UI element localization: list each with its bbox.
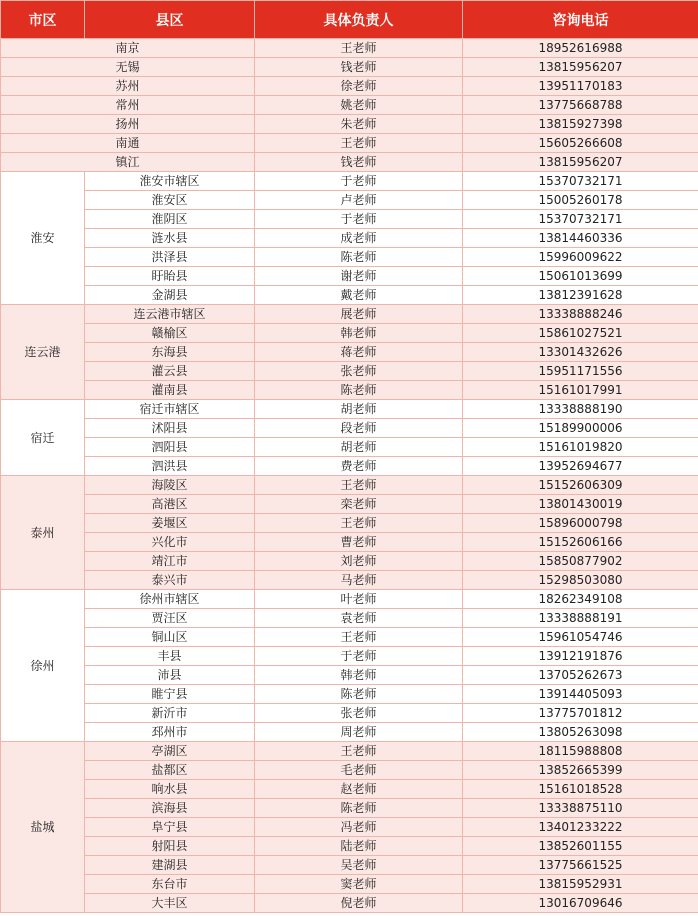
contact-cell: 王老师: [255, 39, 463, 58]
district-cell: 东台市: [85, 875, 255, 894]
contact-cell: 张老师: [255, 704, 463, 723]
contact-cell: 成老师: [255, 229, 463, 248]
contact-cell: 陈老师: [255, 685, 463, 704]
table-row: [1, 875, 698, 894]
phone-cell: 13805263098: [463, 723, 698, 742]
phone-cell: 13815956207: [463, 153, 698, 172]
contact-cell: 王老师: [255, 514, 463, 533]
phone-cell: 15896000798: [463, 514, 698, 533]
header-district: 县区: [85, 1, 255, 39]
city-cell: 宿迁: [1, 400, 85, 476]
header-phone: 咨询电话: [463, 1, 698, 39]
phone-cell: 13801430019: [463, 495, 698, 514]
phone-cell: 13815956207: [463, 58, 698, 77]
table-row: [1, 742, 698, 761]
phone-cell: 15961054746: [463, 628, 698, 647]
contact-cell: 蒋老师: [255, 343, 463, 362]
district-cell: 徐州市辖区: [85, 590, 255, 609]
phone-cell: 13914405093: [463, 685, 698, 704]
city-cell: 连云港: [1, 305, 85, 400]
district-cell: 新沂市: [85, 704, 255, 723]
phone-cell: 13338875110: [463, 799, 698, 818]
district-cell: 姜堰区: [85, 514, 255, 533]
contact-cell: 钱老师: [255, 58, 463, 77]
contact-cell: 胡老师: [255, 438, 463, 457]
table-row: [1, 381, 698, 400]
district-cell: 贾汪区: [85, 609, 255, 628]
contact-cell: 吴老师: [255, 856, 463, 875]
district-cell: 建湖县: [85, 856, 255, 875]
table-row: [1, 476, 698, 495]
district-cell: 滨海县: [85, 799, 255, 818]
city-cell: 盐城: [1, 742, 85, 913]
table-row: [1, 343, 698, 362]
contact-cell: 王老师: [255, 742, 463, 761]
table-row: [1, 58, 698, 77]
table-row: [1, 400, 698, 419]
district-cell: 射阳县: [85, 837, 255, 856]
header-city: 市区: [1, 1, 85, 39]
contact-cell: 叶老师: [255, 590, 463, 609]
phone-cell: 15861027521: [463, 324, 698, 343]
contact-cell: 陈老师: [255, 799, 463, 818]
district-cell: 响水县: [85, 780, 255, 799]
table-row: [1, 191, 698, 210]
table-row: [1, 799, 698, 818]
phone-cell: 15005260178: [463, 191, 698, 210]
table-row: [1, 362, 698, 381]
phone-cell: 15152606309: [463, 476, 698, 495]
phone-cell: 15996009622: [463, 248, 698, 267]
phone-cell: 13775701812: [463, 704, 698, 723]
contact-cell: 陈老师: [255, 381, 463, 400]
table-row: [1, 514, 698, 533]
contact-cell: 钱老师: [255, 153, 463, 172]
phone-cell: 15298503080: [463, 571, 698, 590]
phone-cell: 15951171556: [463, 362, 698, 381]
table-row: [1, 609, 698, 628]
district-cell: 丰县: [85, 647, 255, 666]
table-row: [1, 704, 698, 723]
district-cell: 亭湖区: [85, 742, 255, 761]
table-row: [1, 210, 698, 229]
table-row: [1, 457, 698, 476]
district-cell: 连云港市辖区: [85, 305, 255, 324]
phone-cell: 15161017991: [463, 381, 698, 400]
contact-cell: 曹老师: [255, 533, 463, 552]
table-header: [1, 1, 698, 39]
phone-cell: 13775661525: [463, 856, 698, 875]
contact-cell: 周老师: [255, 723, 463, 742]
contact-cell: 韩老师: [255, 324, 463, 343]
district-cell: 灌云县: [85, 362, 255, 381]
phone-cell: 13912191876: [463, 647, 698, 666]
table-row: [1, 856, 698, 875]
contact-cell: 马老师: [255, 571, 463, 590]
table-row: [1, 894, 698, 913]
contact-cell: 于老师: [255, 647, 463, 666]
phone-cell: 13705262673: [463, 666, 698, 685]
phone-cell: 13401233222: [463, 818, 698, 837]
district-cell: 赣榆区: [85, 324, 255, 343]
table-body: [1, 39, 698, 913]
table-row: [1, 761, 698, 780]
city-cell: 淮安: [1, 172, 85, 305]
phone-cell: 13815952931: [463, 875, 698, 894]
table-row: [1, 552, 698, 571]
region-cell: 南京: [1, 39, 255, 58]
table-row: [1, 647, 698, 666]
district-cell: 沛县: [85, 666, 255, 685]
contact-cell: 王老师: [255, 476, 463, 495]
phone-cell: 13814460336: [463, 229, 698, 248]
contact-cell: 韩老师: [255, 666, 463, 685]
district-cell: 兴化市: [85, 533, 255, 552]
contact-cell: 徐老师: [255, 77, 463, 96]
phone-cell: 15605266608: [463, 134, 698, 153]
contact-cell: 卢老师: [255, 191, 463, 210]
contact-cell: 倪老师: [255, 894, 463, 913]
contact-cell: 于老师: [255, 172, 463, 191]
phone-cell: 15161019820: [463, 438, 698, 457]
table-row: [1, 723, 698, 742]
district-cell: 灌南县: [85, 381, 255, 400]
district-cell: 沭阳县: [85, 419, 255, 438]
phone-cell: 13952694677: [463, 457, 698, 476]
contact-cell: 王老师: [255, 628, 463, 647]
region-cell: 无锡: [1, 58, 255, 77]
district-cell: 高港区: [85, 495, 255, 514]
contact-cell: 袁老师: [255, 609, 463, 628]
phone-cell: 15189900006: [463, 419, 698, 438]
city-cell: 徐州: [1, 590, 85, 742]
district-cell: 洪泽县: [85, 248, 255, 267]
district-cell: 盱眙县: [85, 267, 255, 286]
contact-cell: 刘老师: [255, 552, 463, 571]
table-row: [1, 780, 698, 799]
table-row: [1, 837, 698, 856]
table-row: [1, 590, 698, 609]
table-row: [1, 229, 698, 248]
table-row: [1, 571, 698, 590]
contact-cell: 陆老师: [255, 837, 463, 856]
district-cell: 涟水县: [85, 229, 255, 248]
district-cell: 宿迁市辖区: [85, 400, 255, 419]
table-row: [1, 818, 698, 837]
phone-cell: 15370732171: [463, 210, 698, 229]
contact-cell: 朱老师: [255, 115, 463, 134]
district-cell: 海陵区: [85, 476, 255, 495]
contact-cell: 赵老师: [255, 780, 463, 799]
phone-cell: 13852665399: [463, 761, 698, 780]
contact-cell: 于老师: [255, 210, 463, 229]
contact-cell: 栾老师: [255, 495, 463, 514]
region-cell: 常州: [1, 96, 255, 115]
phone-cell: 15161018528: [463, 780, 698, 799]
phone-cell: 13951170183: [463, 77, 698, 96]
phone-cell: 13775668788: [463, 96, 698, 115]
phone-cell: 15152606166: [463, 533, 698, 552]
district-cell: 铜山区: [85, 628, 255, 647]
table-row: [1, 419, 698, 438]
contact-cell: 毛老师: [255, 761, 463, 780]
phone-cell: 18952616988: [463, 39, 698, 58]
phone-cell: 13301432626: [463, 343, 698, 362]
phone-cell: 13815927398: [463, 115, 698, 134]
district-cell: 淮阴区: [85, 210, 255, 229]
city-cell: 泰州: [1, 476, 85, 590]
district-cell: 泰兴市: [85, 571, 255, 590]
table-row: [1, 96, 698, 115]
phone-cell: 13016709646: [463, 894, 698, 913]
district-cell: 泗洪县: [85, 457, 255, 476]
table-row: [1, 134, 698, 153]
contact-cell: 姚老师: [255, 96, 463, 115]
table-row: [1, 39, 698, 58]
table-row: [1, 305, 698, 324]
contact-cell: 谢老师: [255, 267, 463, 286]
table-row: [1, 153, 698, 172]
table-row: [1, 495, 698, 514]
contact-cell: 王老师: [255, 134, 463, 153]
contact-cell: 展老师: [255, 305, 463, 324]
contact-cell: 冯老师: [255, 818, 463, 837]
district-cell: 泗阳县: [85, 438, 255, 457]
region-cell: 扬州: [1, 115, 255, 134]
contact-cell: 窦老师: [255, 875, 463, 894]
contact-cell: 胡老师: [255, 400, 463, 419]
district-cell: 靖江市: [85, 552, 255, 571]
region-cell: 南通: [1, 134, 255, 153]
district-cell: 淮安市辖区: [85, 172, 255, 191]
district-cell: 阜宁县: [85, 818, 255, 837]
header-row: [1, 1, 698, 39]
table-row: [1, 248, 698, 267]
table-row: [1, 685, 698, 704]
table-row: [1, 324, 698, 343]
district-cell: 金湖县: [85, 286, 255, 305]
phone-cell: 13852601155: [463, 837, 698, 856]
region-cell: 镇江: [1, 153, 255, 172]
contact-cell: 戴老师: [255, 286, 463, 305]
table-row: [1, 438, 698, 457]
phone-cell: 15850877902: [463, 552, 698, 571]
district-cell: 淮安区: [85, 191, 255, 210]
table-row: [1, 172, 698, 191]
phone-cell: 18262349108: [463, 590, 698, 609]
contact-cell: 费老师: [255, 457, 463, 476]
contact-cell: 段老师: [255, 419, 463, 438]
table-row: [1, 267, 698, 286]
district-cell: 邳州市: [85, 723, 255, 742]
phone-cell: 18115988808: [463, 742, 698, 761]
phone-cell: 15370732171: [463, 172, 698, 191]
table-row: [1, 286, 698, 305]
table-row: [1, 115, 698, 134]
region-cell: 苏州: [1, 77, 255, 96]
district-cell: 东海县: [85, 343, 255, 362]
header-contact: 具体负责人: [255, 1, 463, 39]
table-row: [1, 628, 698, 647]
contact-cell: 张老师: [255, 362, 463, 381]
table-row: [1, 666, 698, 685]
table-row: [1, 533, 698, 552]
phone-cell: 13338888190: [463, 400, 698, 419]
phone-cell: 13338888246: [463, 305, 698, 324]
district-cell: 睢宁县: [85, 685, 255, 704]
phone-cell: 13812391628: [463, 286, 698, 305]
phone-cell: 15061013699: [463, 267, 698, 286]
contact-cell: 陈老师: [255, 248, 463, 267]
district-cell: 大丰区: [85, 894, 255, 913]
phone-cell: 13338888191: [463, 609, 698, 628]
table-row: [1, 77, 698, 96]
district-cell: 盐都区: [85, 761, 255, 780]
